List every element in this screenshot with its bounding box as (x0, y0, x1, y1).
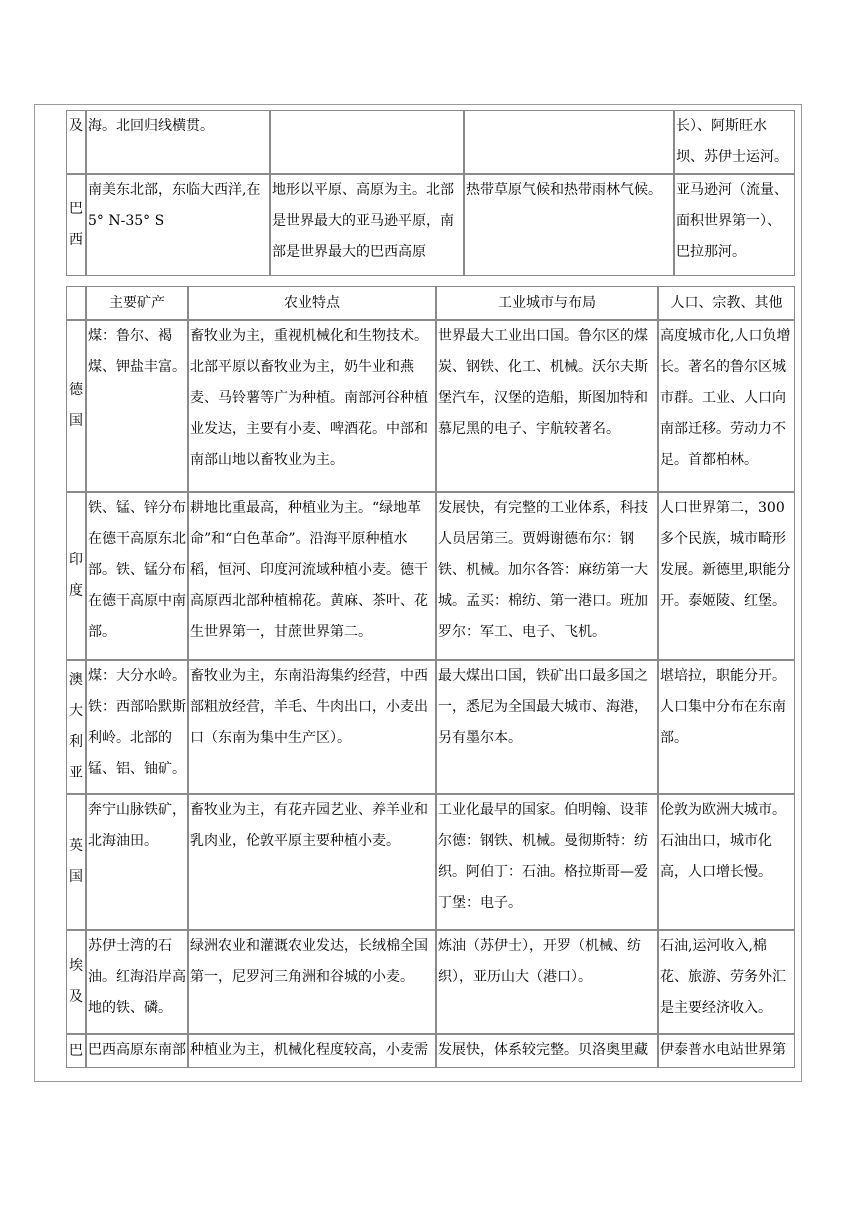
minerals-cell: 苏伊士湾的石油。红海沿岸高地的铁、磷。 (86, 930, 188, 1034)
table-row (66, 1034, 795, 1068)
minerals-cell: 煤：大分水岭。铁：西部哈默斯利岭。北部的锰、铝、铀矿。 (86, 660, 188, 794)
industry-cell: 发展快，体系较完整。贝洛奥里藏 (436, 1034, 658, 1068)
country-cell: 及 (66, 110, 86, 174)
agriculture-cell: 绿洲农业和灌溉农业发达，长绒棉全国第一，尼罗河三角洲和谷城的小麦。 (188, 930, 436, 1034)
minerals-cell: 煤：鲁尔、褐煤、钾盐丰富。 (86, 320, 188, 492)
table-row (66, 794, 795, 930)
country-cell: 巴 (66, 1034, 86, 1068)
country-cell: 英国 (66, 794, 86, 930)
country-cell: 德国 (66, 320, 86, 492)
header-row (66, 286, 795, 320)
population-cell: 堪培拉，职能分开。人口集中分布在东南部。 (658, 660, 795, 794)
industry-cell: 炼油（苏伊士），开罗（机械、纺织），亚历山大（港口）。 (436, 930, 658, 1034)
country-cell: 澳大利亚 (66, 660, 86, 794)
industry-cell: 发展快，有完整的工业体系，科技人员居第三。贾姆谢德布尔：钢铁、机械。加尔各答：麻纺第一大城。孟买：棉纺、第一港口。班加罗尔：军工、电子、飞机。 (436, 492, 658, 660)
industry-cell: 工业化最早的国家。伯明翰、设菲尔德：钢铁、机械。曼彻斯特：纺织。阿伯丁：石油。格拉斯哥—爱丁堡：电子。 (436, 794, 658, 930)
location-cell: 南美东北部，东临大西洋,在5° N-35° S (86, 174, 270, 276)
terrain-cell (270, 110, 464, 174)
table-row (66, 320, 795, 492)
agriculture-cell: 种植业为主，机械化程度较高，小麦需 (188, 1034, 436, 1068)
population-cell: 伊泰普水电站世界第 (658, 1034, 795, 1068)
minerals-cell: 铁、锰、锌分布在德干高原东北部。铁、锰分布在德干高原中南部。 (86, 492, 188, 660)
minerals-cell: 奔宁山脉铁矿，北海油田。 (86, 794, 188, 930)
table-row (66, 660, 795, 794)
table-row (66, 110, 795, 174)
agriculture-cell: 畜牧业为主，有花卉园艺业、养羊业和乳肉业，伦敦平原主要种植小麦。 (188, 794, 436, 930)
table-row (66, 930, 795, 1034)
population-cell: 人口世界第二，300多个民族，城市畸形发展。新德里,职能分开。泰姬陵、红堡。 (658, 492, 795, 660)
table-row (66, 174, 795, 276)
industry-cell: 世界最大工业出口国。鲁尔区的煤炭、钢铁、化工、机械。沃尔夫斯堡汽车，汉堡的造船，斯图加特和慕尼黑的电子、宇航较著名。 (436, 320, 658, 492)
population-cell: 高度城市化,人口负增长。著名的鲁尔区城市群。工业、人口向南部迁移。劳动力不足。首都柏林。 (658, 320, 795, 492)
header-minerals: 主要矿产 (86, 286, 188, 320)
country-cell: 巴西 (66, 174, 86, 276)
agriculture-cell: 畜牧业为主，东南沿海集约经营，中西部粗放经营，羊毛、牛肉出口，小麦出口（东南为集中生产区）。 (188, 660, 436, 794)
header-blank (66, 286, 86, 320)
table-row (66, 492, 795, 660)
climate-cell: 热带草原气候和热带雨林气候。 (464, 174, 674, 276)
rivers-cell: 长）、阿斯旺水坝、苏伊士运河。 (674, 110, 795, 174)
agriculture-cell: 耕地比重最高，种植业为主。“绿地革命”和“白色革命”。沿海平原种植水稻，恒河、印度河流域种植小麦。德干高原西北部种植棉花。黄麻、茶叶、花生世界第一，甘蔗世界第二。 (188, 492, 436, 660)
industry-cell: 最大煤出口国，铁矿出口最多国之一，悉尼为全国最大城市、海港，另有墨尔本。 (436, 660, 658, 794)
climate-cell (464, 110, 674, 174)
country-cell: 埃及 (66, 930, 86, 1034)
geography-table-main (66, 286, 795, 1068)
terrain-cell: 地形以平原、高原为主。北部是世界最大的亚马逊平原，南部是世界最大的巴西高原 (270, 174, 464, 276)
minerals-cell: 巴西高原东南部 (86, 1034, 188, 1068)
header-industry: 工业城市与布局 (436, 286, 658, 320)
rivers-cell: 亚马逊河（流量、面积世界第一）、巴拉那河。 (674, 174, 795, 276)
geography-table-top (66, 110, 795, 276)
population-cell: 石油,运河收入,棉花、旅游、劳务外汇是主要经济收入。 (658, 930, 795, 1034)
population-cell: 伦敦为欧洲大城市。石油出口，城市化高，人口增长慢。 (658, 794, 795, 930)
agriculture-cell: 畜牧业为主，重视机械化和生物技术。北部平原以畜牧业为主，奶牛业和燕麦、马铃薯等广为种植。南部河谷种植业发达，主要有小麦、啤酒花。中部和南部山地以畜牧业为主。 (188, 320, 436, 492)
header-agriculture: 农业特点 (188, 286, 436, 320)
header-population: 人口、宗教、其他 (658, 286, 795, 320)
location-cell: 海。北回归线横贯。 (86, 110, 270, 174)
country-cell: 印度 (66, 492, 86, 660)
